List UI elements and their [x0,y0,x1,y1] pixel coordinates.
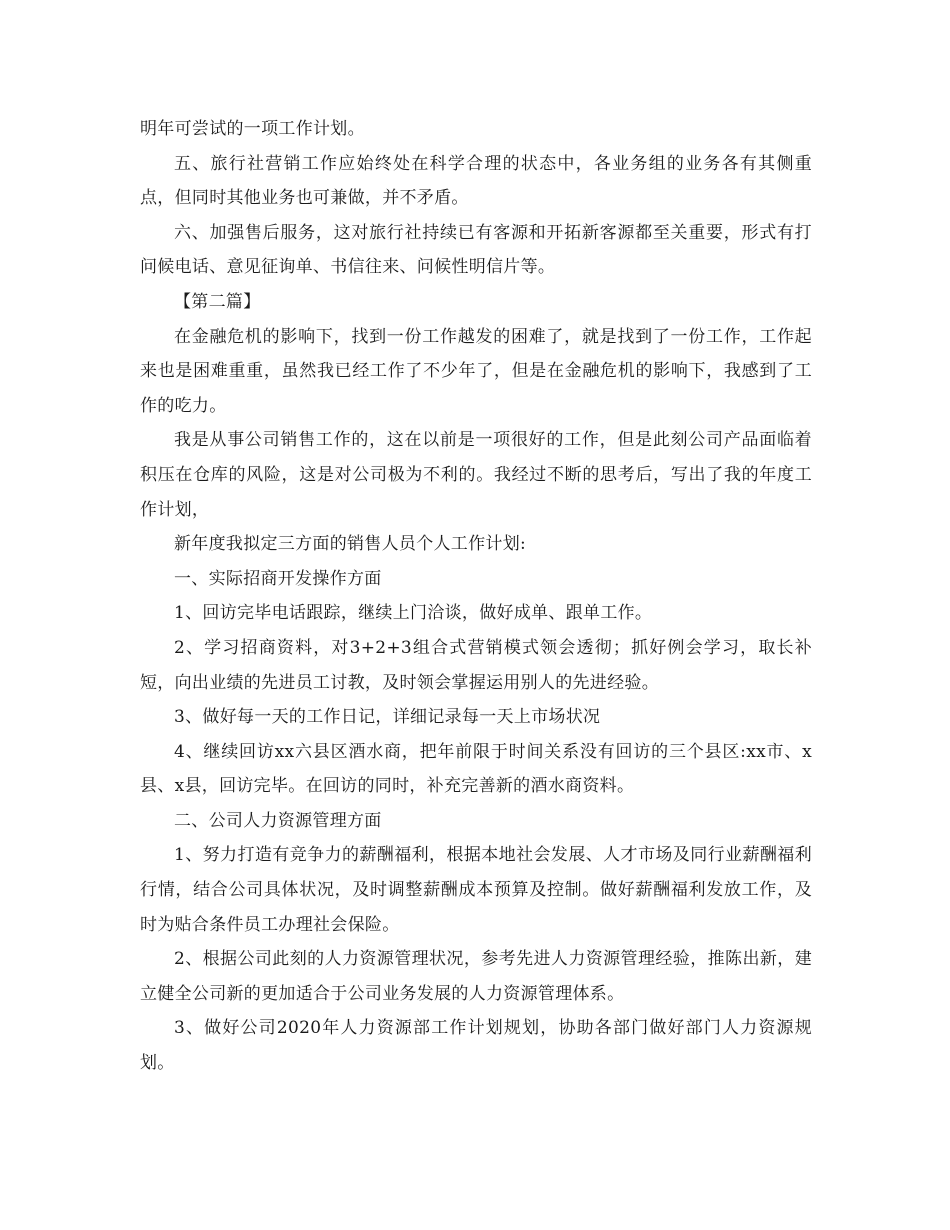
paragraph-plan-intro: 新年度我拟定三方面的销售人员个人工作计划: [174,534,527,555]
paragraph-continued: 明年可尝试的一项工作计划。 [140,119,365,139]
paragraph-item-five: 五、旅行社营销工作应始终处在科学合理的状态中，各业务组的业务各有其侧重点，但同时其他业务也可兼做，并不矛盾。 [140,153,812,209]
hr-list-item-1: 1、努力打造有竞争力的薪酬福利，根据本地社会发展、人才市场及同行业薪酬福利行情，结合公司具体状况，及时调整薪酬成本预算及控制。做好薪酬福利发放工作，及时为贴合条件员工办理社会保险。 [140,845,812,935]
paragraph-financial-crisis: 在金融危机的影响下，找到一份工作越发的困难了，就是找到了一份工作，工作起来也是困难重重，虽然我已经工作了不少年了，但是在金融危机的影响下，我感到了工作的吃力。 [140,326,812,416]
paragraph-item-six: 六、加强售后服务，这对旅行社持续已有客源和开拓新客源都至关重要，形式有打问候电话、意见征询单、书信往来、问候性明信片等。 [140,222,812,278]
section-heading-part-two: 【第二篇】 [174,291,261,312]
list-item-4: 4、继续回访xx六县区酒水商，把年前限于时间关系没有回访的三个县区:xx市、x县、x县，回访完毕。在回访的同时，补充完善新的酒水商资料。 [140,741,812,797]
subheading-investment-development: 一、实际招商开发操作方面 [174,568,382,589]
list-item-1: 1、回访完毕电话跟踪，继续上门洽谈，做好成单、跟单工作。 [174,603,653,624]
subheading-hr-management: 二、公司人力资源管理方面 [174,810,382,831]
hr-list-item-3: 3、做好公司2020年人力资源部工作计划规划，协助各部门做好部门人力资源规划。 [140,1018,812,1074]
paragraph-sales-work: 我是从事公司销售工作的，这在以前是一项很好的工作，但是此刻公司产品面临着积压在仓库的风险，这是对公司极为不利的。我经过不断的思考后，写出了我的年度工作计划， [140,430,812,520]
list-item-3: 3、做好每一天的工作日记，详细记录每一天上市场状况 [174,707,601,728]
document-body [140,112,812,1081]
list-item-2: 2、学习招商资料，对3+2+3组合式营销模式领会透彻；抓好例会学习，取长补短，向出业绩的先进员工讨教，及时领会掌握运用别人的先进经验。 [140,637,812,693]
hr-list-item-2: 2、根据公司此刻的人力资源管理状况，参考先进人力资源管理经验，推陈出新，建立健全公司新的更加适合于公司业务发展的人力资源管理体系。 [140,949,812,1004]
